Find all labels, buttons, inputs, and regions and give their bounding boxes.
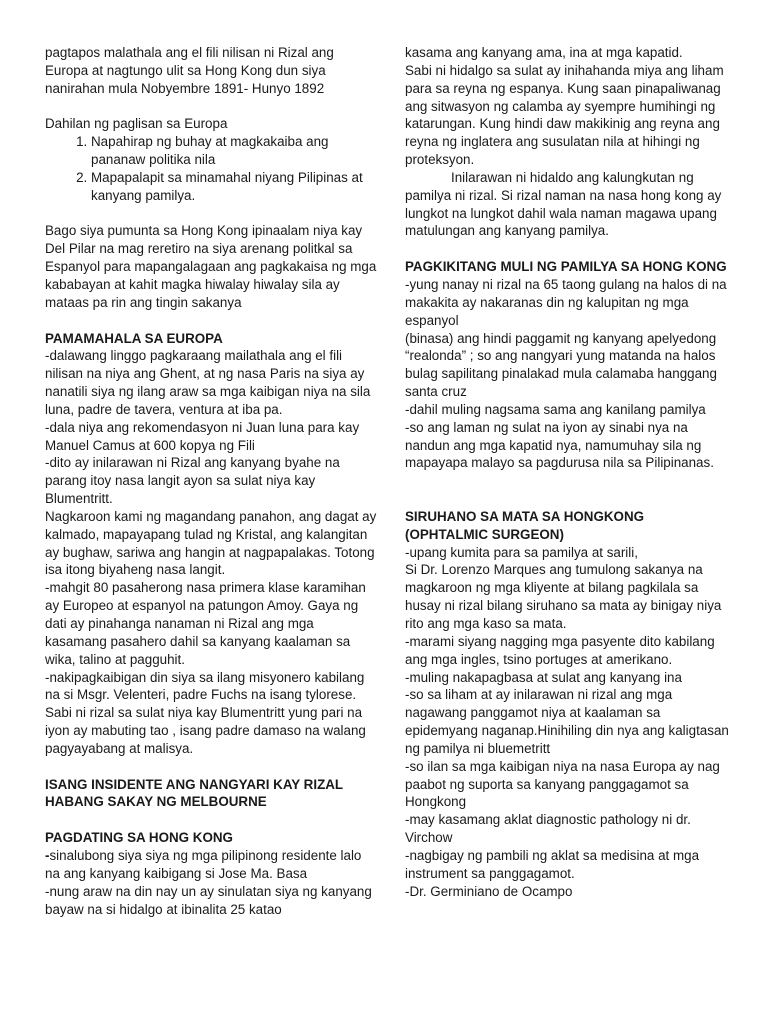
body-line: -mahgit 80 pasaherong nasa primera klase karamihan ay Europeo at espanyol na patungon Amoy. Gaya ng dati ay pinahanga nanaman ni Rizal ang mga kasamang pasahero dahil sa kanyang kaalaman sa wika, talino at pagguhit. bbox=[45, 580, 366, 667]
section-heading-insidente: ISANG INSIDENTE ANG NANGYARI KAY RIZAL HABANG SAKAY NG MELBOURNE bbox=[45, 776, 343, 810]
body-line: -marami siyang nagging mga pasyente dito kabilang ang mga ingles, tsino portuges at amerikano. bbox=[405, 633, 715, 667]
body-line: -nung araw na din nay un ay sinulatan siya ng kanyang bayaw na si hidalgo at ibinalita 25 katao bbox=[45, 883, 372, 917]
body-line: -dahil muling nagsama sama ang kanilang pamilya bbox=[405, 401, 706, 417]
body-line: -upang kumita para sa pamilya at sarili, bbox=[405, 544, 638, 560]
body-line: -Dr. Germiniano de Ocampo bbox=[405, 883, 573, 899]
reason-item: 2. Mapapalapit sa minamahal niyang Pilipinas at kanyang pamilya. bbox=[91, 169, 377, 205]
left-column bbox=[45, 44, 377, 918]
body-line: -dala niya ang rekomendasyon ni Juan luna para kay Manuel Camus at 600 kopya ng Fili bbox=[45, 419, 360, 453]
body-line: -dalawang linggo pagkaraang mailathala ang el fili nilisan na niya ang Ghent, at ng nasa Paris na siya ay nanatili siya ng ilang araw sa mga kaibigan niya na sila luna, padre de tavera, ventura at iba pa. bbox=[45, 348, 371, 417]
body-line: -nagbigay ng pambili ng aklat sa medisina at mga instrument sa panggagamot. bbox=[405, 847, 700, 881]
section-heading-pamamahala: PAMAMAHALA SA EUROPA bbox=[45, 330, 223, 346]
continuation-line: kasama ang kanyang ama, ina at mga kapatid. bbox=[405, 45, 683, 60]
section-heading-siruhano: SIRUHANO SA MATA SA HONGKONG (OPHTALMIC SURGEON) bbox=[405, 508, 645, 542]
body-line: -nakipagkaibigan din siya sa ilang misyonero kabilang na si Msgr. Velenteri, padre Fuchs na isang tylorese. Sabi ni rizal sa sulat niya kay Blumentritt yung pari na iyon ay mabuting tao , isang padre damaso na walang pagyayabang at malisya. bbox=[45, 669, 366, 756]
bold-dash: - bbox=[45, 847, 50, 863]
body-line: -so ilan sa mga kaibigan niya na nasa Europa ay nag paabot ng suporta sa kanyang panggagamot sa Hongkong bbox=[405, 758, 720, 810]
body-line bbox=[45, 847, 377, 883]
section-heading-pagdating: PAGDATING SA HONG KONG bbox=[45, 830, 233, 846]
body-line: Nagkaroon kami ng magandang panahon, ang dagat ay kalmado, mapayapang tulad ng Kristal, ang kalangitan ay bughaw, sariwa ang hangin at nagpapalakas. Totong isa itong biyaheng nasa langit. bbox=[45, 508, 377, 578]
body-line: Si Dr. Lorenzo Marques ang tumulong sakanya na magkaroon ng mga kliyente at bilang pagkilala sa husay ni rizal bilang siruhano sa mata ay binigay niya rito ang mga kaso sa mata. bbox=[405, 562, 722, 631]
reason-item: 1. Napahirap ng buhay at magkakaiba ang pananaw politika nila bbox=[91, 133, 377, 169]
reasons-title: Dahilan ng paglisan sa Europa bbox=[45, 116, 228, 132]
body-line: -muling nakapagbasa at sulat ang kanyang ina bbox=[405, 669, 682, 685]
body-line: -dito ay inilarawan ni Rizal ang kanyang byahe na parang itoy nasa langit ayon sa sulat niya kay Blumentritt. bbox=[45, 455, 340, 507]
sabi-paragraph: Sabi ni hidalgo sa sulat ay inihahanda miya ang liham para sa reyna ng espanya. Kung saan pinapaliwanag ang sitwasyon ng calamba ay syempre humihingi ng katarungan. Kung hindi daw makikinig ang reyna ang reyna ng inglatera ang susulatan nila at hihingi ng proteksyon. bbox=[405, 62, 724, 168]
section-heading-pagkikita: PAGKIKITANG MULI NG PAMILYA SA HONG KONG bbox=[405, 259, 727, 275]
body-line: -so ang laman ng sulat na iyon ay sinabi nya na nandun ang mga kapatid nya, namumuhay sila ng mapayapa malayo sa pagdurusa nila sa Pilipinanas. bbox=[405, 419, 714, 471]
body-text: sinalubong siya siya ng mga pilipinong residente lalo na ang kanyang kaibigang si Jose Ma. Basa bbox=[45, 847, 362, 881]
body-line: (binasa) ang hindi paggamit ng kanyang apelyedong “realonda” ; so ang nangyari yung matanda na halos bulag sapilitang pinalakad mula calamaba hanggang santa cruz bbox=[405, 330, 717, 400]
intro-paragraph: pagtapos malathala ang el fili nilisan ni Rizal ang Europa at nagtungo ulit sa Hong Kong dun siya nanirahan mula Nobyembre 1891- Hunyo 1892 bbox=[45, 45, 334, 96]
body-line: -so sa liham at ay inilarawan ni rizal ang mga nagawang panggamot niya at kaalaman sa epidemyang naganap.Hinihiling din nya ang kaligtasan ng pamilya ni bluemetritt bbox=[405, 687, 729, 756]
inilarawan-paragraph bbox=[405, 169, 730, 240]
body-line: -yung nanay ni rizal na 65 taong gulang na halos di na makakita ay nakaranas din ng kalupitan ng mga espanyol bbox=[405, 276, 727, 328]
reasons-list bbox=[45, 133, 377, 204]
bago-paragraph: Bago siya pumunta sa Hong Kong ipinaalam niya kay Del Pilar na mag reretiro na siya arenang politkal sa Espanyol para mapangalagaan ang pagkakaisa ng mga kababayan at kahit magka hiwalay hiwalay sila ay mataas pa rin ang tingin sakanya bbox=[45, 223, 377, 310]
body-line: -may kasamang aklat diagnostic pathology ni dr. Virchow bbox=[405, 812, 691, 846]
right-column bbox=[405, 44, 730, 901]
body-text: Inilarawan ni hidaldo ang kalungkutan ng pamilya ni rizal. Si rizal naman na nasa hong kong ay lungkot na lungkot dahil wala naman magawa upang matulungan ang kanyang pamilya. bbox=[405, 169, 722, 239]
